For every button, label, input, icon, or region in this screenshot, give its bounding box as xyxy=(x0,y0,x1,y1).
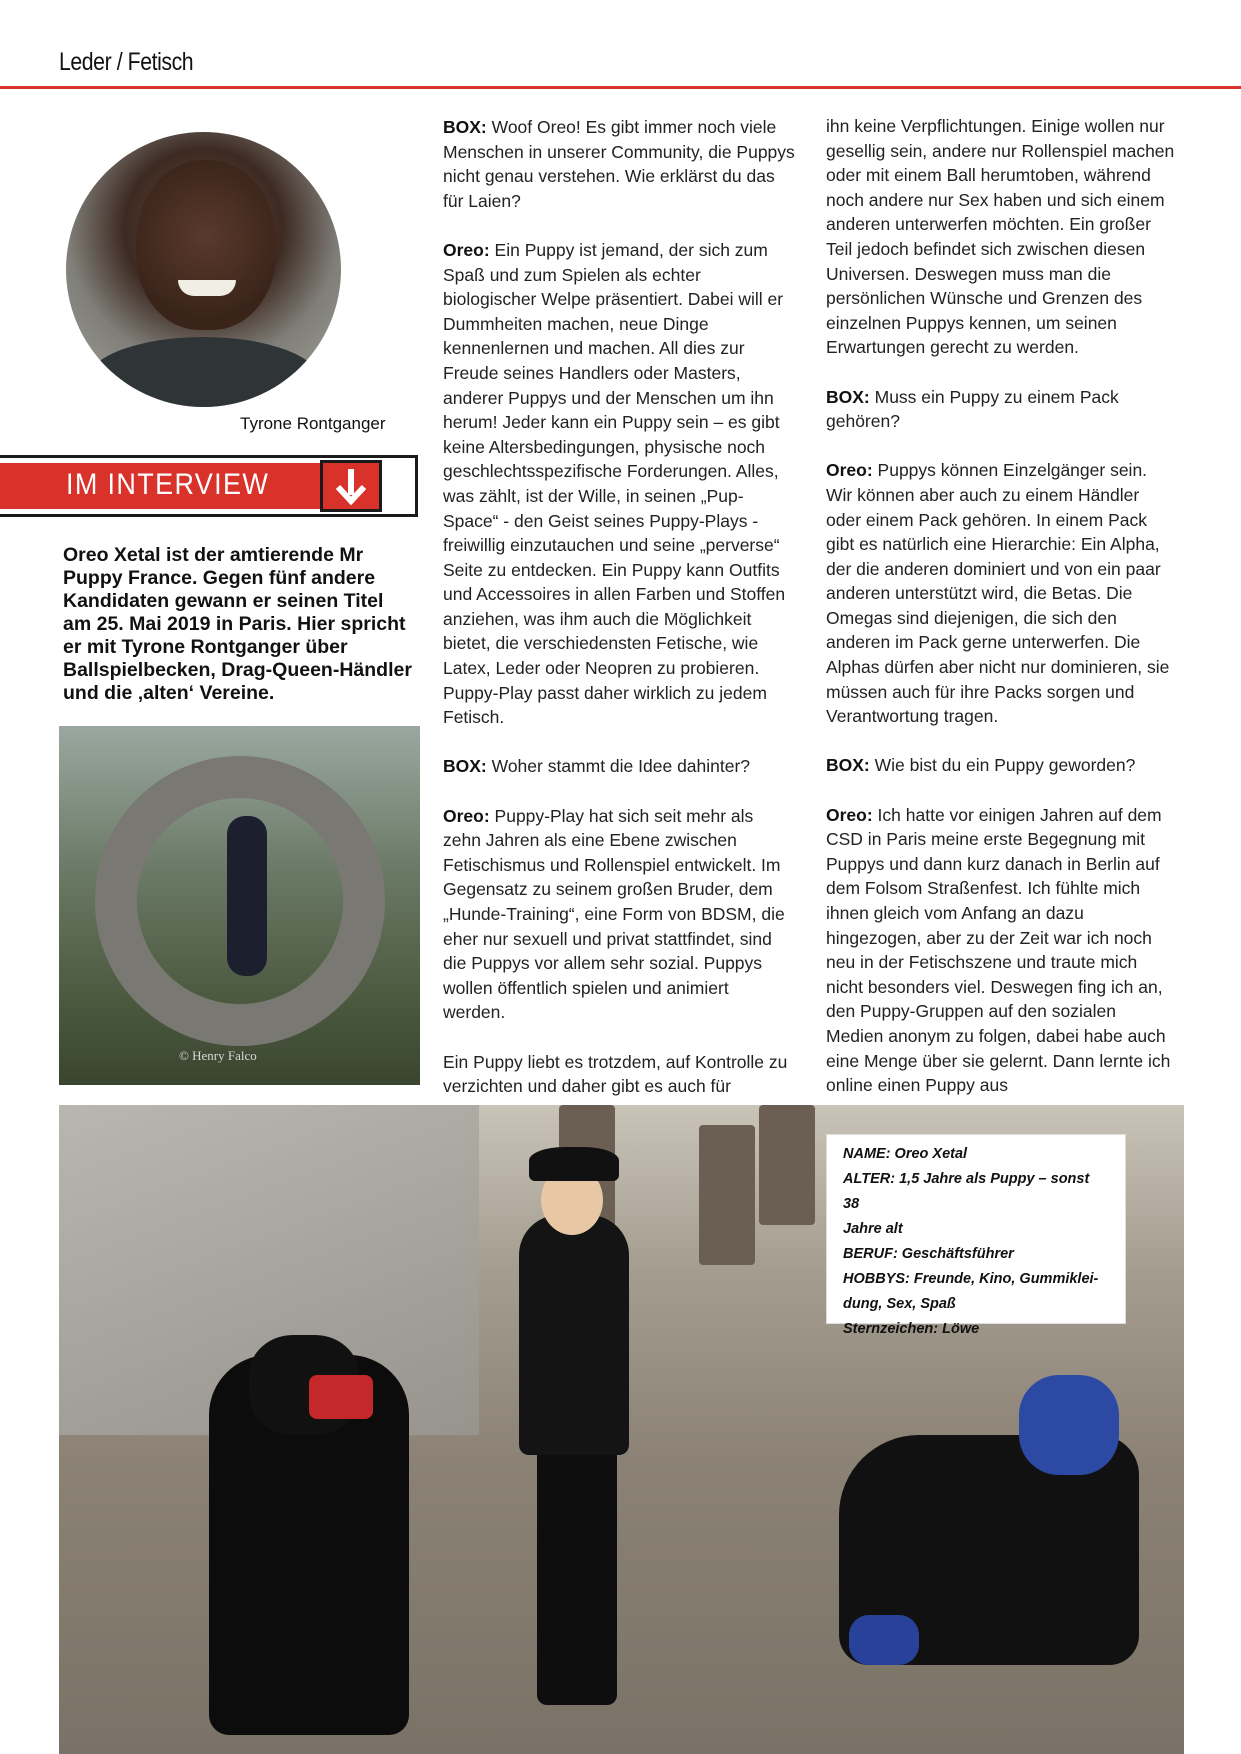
intro-text: Oreo Xetal ist der amtierende Mr Puppy France. Gegen fünf andere Kandidaten gewann er seinen Titel am 25. Mai 2019 in Paris. Hier spricht er mit Tyrone Rontganger über Ballspielbecken, Drag-Queen-Händler und die ‚alten‘ Vereine. xyxy=(63,544,412,704)
infobox-line: ALTER: 1,5 Jahre als Puppy – sonst 38 xyxy=(843,1171,1090,1212)
infobox-line: HOBBYS: Freunde, Kino, Gummiklei- xyxy=(843,1271,1099,1287)
paragraph xyxy=(443,804,795,1025)
portrait-shirt xyxy=(86,337,321,407)
puppy-blue-figure xyxy=(839,1435,1139,1665)
speaker-label: BOX: xyxy=(826,755,870,776)
paragraph xyxy=(826,458,1178,729)
paragraph-text: Woher stammt die Idee dahinter? xyxy=(486,756,751,777)
red-muzzle xyxy=(309,1375,373,1419)
paragraph xyxy=(443,754,795,779)
bollard xyxy=(759,1105,815,1225)
sculpture-photo xyxy=(59,726,420,1085)
paragraph-text: Ein Puppy liebt es trotzdem, auf Kontrolle zu verzichten und daher gibt es auch für xyxy=(443,1051,788,1097)
interview-banner xyxy=(0,455,418,517)
portrait-caption: Tyrone Rontganger xyxy=(240,414,386,433)
paragraph xyxy=(443,238,795,730)
puppy-figure xyxy=(227,816,267,976)
paragraph-text: Wie bist du ein Puppy geworden? xyxy=(869,755,1136,776)
profile-infobox xyxy=(826,1134,1126,1337)
speaker-label: BOX: xyxy=(443,756,487,777)
paragraph xyxy=(826,803,1178,1098)
paragraph-text: Ein Puppy ist jemand, der sich zum Spaß und zum Spielen als echter biologischer Welpe präsentiert. Dabei will er Dummheiten machen, neue Dinge kennenlernen und machen. All dies zur Freude seines Handlers oder Masters, anderer Puppys und der Menschen um ihn herum! Jeder kann ein Puppy sein – es gibt keine Altersbedingungen, physische noch geschlechtsspezifische Forderungen. Alles, was zählt, ist der Wille, in seinen „Pup-Space“ - den Geist seines Puppy-Plays - freiwillig einzutauchen und seine „perverse“ Seite zu entdecken. Ein Puppy kann Outfits und Accessoires in allen Farben und Stoffen anziehen, was ihm auch die Möglichkeit bietet, die verschiedensten Fetische, wie Latex, Leder oder Neopren zu probieren. Puppy-Play passt daher wirklich zu jedem Fetisch. xyxy=(443,239,786,728)
portrait-smile xyxy=(178,280,236,296)
speaker-label: BOX: xyxy=(826,386,870,407)
paragraph-text: Puppys können Einzelgänger sein. Wir können aber auch zu einem Händler oder einem Pack gehören. In einem Pack gibt es natürlich eine Hierarchie: Ein Alpha, der die anderen dominiert und von ein paar anderen unterstützt wird, die Betas. Die Omegas sind diejenigen, die sich den anderen im Pack gerne unterwerfen. Die Alphas dürfen aber nicht nur dominieren, sie müssen auch für ihre Packs sorgen und Verantwortung tragen. xyxy=(826,460,1170,727)
speaker-label: BOX: xyxy=(443,117,487,137)
infobox-line: Sternzeichen: Löwe xyxy=(843,1321,980,1337)
handler-boots xyxy=(537,1445,617,1705)
bollard xyxy=(699,1125,755,1265)
speaker-label: Oreo: xyxy=(826,460,873,481)
paragraph xyxy=(443,1050,795,1099)
puppy-black-figure xyxy=(209,1355,409,1735)
paragraph-text: Ich hatte vor einigen Jahren auf dem CSD in Paris meine erste Begegnung mit Puppys und dann kurz danach in Berlin auf dem Folsom Straßenfest. Ich fühlte mich ihnen gleich vom Anfang an dazu hingezogen, aber zu der Zeit war ich noch neu in der Fetischszene und traute mich nicht besonders viel. Deswegen fing ich an, den Puppy-Gruppen auf den sozialen Medien anonym zu folgen, dabei habe auch eine Menge über sie gelernt. Dann lernte ich online einen Puppy aus xyxy=(826,804,1171,1096)
blue-puppy-mask xyxy=(1019,1375,1119,1475)
article-column-3 xyxy=(826,114,1178,1122)
paragraph-text: Muss ein Puppy zu einem Pack gehören? xyxy=(826,386,1119,432)
handler-corset xyxy=(519,1215,629,1455)
speaker-label: Oreo: xyxy=(826,804,873,825)
paragraph xyxy=(826,753,1178,778)
handler-cap xyxy=(529,1147,619,1181)
interview-banner-label: IM INTERVIEW xyxy=(66,468,270,501)
infobox-line: BERUF: Geschäftsführer xyxy=(843,1246,1014,1262)
infobox-line: dung, Sex, Spaß xyxy=(843,1296,956,1312)
paragraph-text: Woof Oreo! Es gibt immer noch viele Menschen in unserer Community, die Puppys nicht genau verstehen. Wie erklärst du das für Laien? xyxy=(443,117,795,211)
header-rule xyxy=(0,86,1241,89)
handler-figure xyxy=(479,1145,669,1705)
paragraph xyxy=(826,385,1178,434)
speaker-label: Oreo: xyxy=(443,239,490,260)
photo-credit: © Henry Falco xyxy=(179,1048,257,1063)
paragraph xyxy=(826,114,1178,360)
arrow-down-icon xyxy=(320,460,382,512)
portrait-photo xyxy=(66,132,341,407)
article-column-2 xyxy=(443,115,795,1123)
infobox-line: NAME: Oreo Xetal xyxy=(843,1146,968,1162)
section-header: Leder / Fetisch xyxy=(59,48,194,76)
paragraph-text: ihn keine Verpflichtungen. Einige wollen nur gesellig sein, andere nur Rollenspiel machen oder mit einem Ball herumtoben, während noch andere nur Sex haben und sich einem anderen unterwerfen möchten. Ein großer Teil jedoch befindet sich zwischen diesen Universen. Deswegen muss man die persönlichen Wünsche und Grenzen des einzelnen Puppys kennen, um seinen Erwartungen gerecht zu werden. xyxy=(826,116,1175,358)
paragraph-text: Puppy-Play hat sich seit mehr als zehn Jahren als eine Ebene zwischen Fetischismus und Rollenspiel entwickelt. Im Gegensatz zu seinem großen Bruder, dem „Hunde-Training“, eine Form von BDSM, die eher nur sexuell und privat stattfindet, sind die Puppys vor allem sehr sozial. Puppys wollen öffentlich spielen und animiert werden. xyxy=(443,805,785,1023)
infobox-line: Jahre alt xyxy=(843,1221,903,1237)
speaker-label: Oreo: xyxy=(443,805,490,826)
paragraph xyxy=(443,115,795,213)
portrait-face xyxy=(136,160,276,330)
blue-kneepad xyxy=(849,1615,919,1665)
